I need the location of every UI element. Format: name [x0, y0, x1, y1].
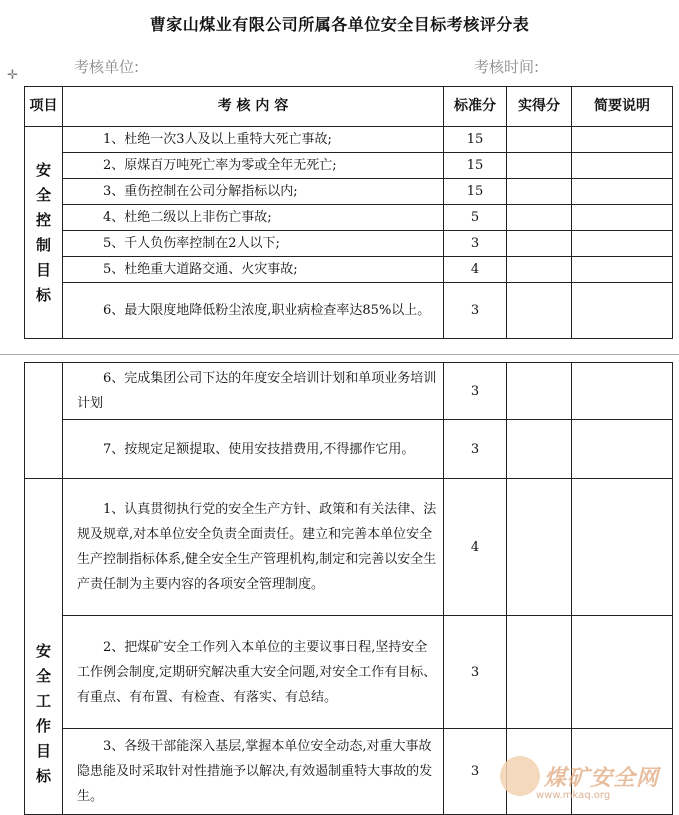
- row-content: 3、各级干部能深入基层,掌握本单位安全动态,对重大事故隐患能及时采取针对性措施予以解决,有效遏制重特大事故的发生。: [63, 729, 444, 815]
- row-notes-cell[interactable]: [572, 363, 673, 420]
- row-standard-score: 15: [444, 179, 507, 205]
- table-row: [25, 616, 673, 729]
- row-standard-score: 3: [444, 420, 507, 479]
- row-actual-score-cell[interactable]: [507, 257, 572, 283]
- row-actual-score-cell[interactable]: [507, 231, 572, 257]
- row-actual-score-cell[interactable]: [507, 363, 572, 420]
- row-notes-cell[interactable]: [572, 205, 673, 231]
- row-content: 7、按规定足额提取、使用安技措费用,不得挪作它用。: [63, 420, 444, 479]
- row-actual-score-cell[interactable]: [507, 205, 572, 231]
- row-notes-cell[interactable]: [572, 479, 673, 616]
- row-standard-score: 3: [444, 283, 507, 339]
- row-content: 1、杜绝一次3人及以上重特大死亡事故;: [63, 127, 444, 153]
- document-title: 曹家山煤业有限公司所属各单位安全目标考核评分表: [149, 15, 530, 34]
- row-actual-score-cell[interactable]: [507, 283, 572, 339]
- assessment-time-label: 考核时间:: [474, 58, 540, 76]
- row-notes-cell[interactable]: [572, 420, 673, 479]
- row-notes-cell[interactable]: [572, 231, 673, 257]
- row-content: 1、认真贯彻执行党的安全生产方针、政策和有关法律、法规及规章,对本单位安全负责全面责任。建立和完善本单位安全生产控制指标体系,健全安全生产管理机构,制定和完善以安全生产责任制为主要内容的各项安全管理制度。: [63, 479, 444, 616]
- row-standard-score: 3: [444, 729, 507, 815]
- row-content: 5、千人负伤率控制在2人以下;: [63, 231, 444, 257]
- row-standard-score: 3: [444, 231, 507, 257]
- table-row: [25, 205, 673, 231]
- row-notes-cell[interactable]: [572, 127, 673, 153]
- row-content: 6、最大限度地降低粉尘浓度,职业病检查率达85%以上。: [63, 283, 444, 339]
- row-actual-score-cell[interactable]: [507, 153, 572, 179]
- table-row: [25, 363, 673, 420]
- row-standard-score: 3: [444, 616, 507, 729]
- watermark-text: 煤矿安全网: [544, 765, 660, 791]
- table-row: [25, 127, 673, 153]
- assessment-unit-label: 考核单位:: [74, 58, 140, 76]
- row-notes-cell[interactable]: [572, 616, 673, 729]
- score-table-page-1: [24, 86, 673, 339]
- row-actual-score-cell[interactable]: [507, 127, 572, 153]
- table-row: [25, 231, 673, 257]
- row-standard-score: 4: [444, 479, 507, 616]
- row-standard-score: 3: [444, 363, 507, 420]
- row-content: 6、完成集团公司下达的年度安全培训计划和单项业务培训计划: [63, 363, 444, 420]
- row-notes-cell[interactable]: [572, 179, 673, 205]
- col-header-notes: 简要说明: [572, 87, 673, 127]
- row-content: 4、杜绝二级以上非伤亡事故;: [63, 205, 444, 231]
- col-header-item: 项目: [25, 87, 63, 127]
- table-header-row: [25, 87, 673, 127]
- watermark-url: www.mkaq.org: [536, 790, 611, 801]
- table-row: [25, 257, 673, 283]
- row-actual-score-cell[interactable]: [507, 420, 572, 479]
- row-actual-score-cell[interactable]: [507, 479, 572, 616]
- table-row: [25, 153, 673, 179]
- row-content: 2、把煤矿安全工作列入本单位的主要议事日程,坚持安全工作例会制度,定期研究解决重大安全问题,对安全工作有目标、有重点、有布置、有检查、有落实、有总结。: [63, 616, 444, 729]
- row-content: 2、原煤百万吨死亡率为零或全年无死亡;: [63, 153, 444, 179]
- row-actual-score-cell[interactable]: [507, 179, 572, 205]
- page-break: [0, 348, 679, 362]
- score-table-page-2: [24, 362, 673, 815]
- watermark-logo-icon: [500, 756, 540, 796]
- table-move-handle-icon[interactable]: ✛: [7, 68, 18, 83]
- row-notes-cell[interactable]: [572, 283, 673, 339]
- table-row: [25, 283, 673, 339]
- col-header-standard-score: 标准分: [444, 87, 507, 127]
- row-content: 3、重伤控制在公司分解指标以内;: [63, 179, 444, 205]
- table-row: [25, 420, 673, 479]
- category-safety-work-target: 安 全 工 作 目 标: [25, 479, 63, 815]
- category-cell-continued: [25, 363, 63, 479]
- row-notes-cell[interactable]: [572, 257, 673, 283]
- row-content: 5、杜绝重大道路交通、火灾事故;: [63, 257, 444, 283]
- col-header-actual-score: 实得分: [507, 87, 572, 127]
- row-standard-score: 4: [444, 257, 507, 283]
- row-actual-score-cell[interactable]: [507, 616, 572, 729]
- category-safety-control-target: 安 全 控 制 目 标: [25, 127, 63, 339]
- row-notes-cell[interactable]: [572, 153, 673, 179]
- table-row: [25, 179, 673, 205]
- table-row: [25, 479, 673, 616]
- row-standard-score: 5: [444, 205, 507, 231]
- row-standard-score: 15: [444, 153, 507, 179]
- col-header-content: 考 核 内 容: [63, 87, 444, 127]
- row-standard-score: 15: [444, 127, 507, 153]
